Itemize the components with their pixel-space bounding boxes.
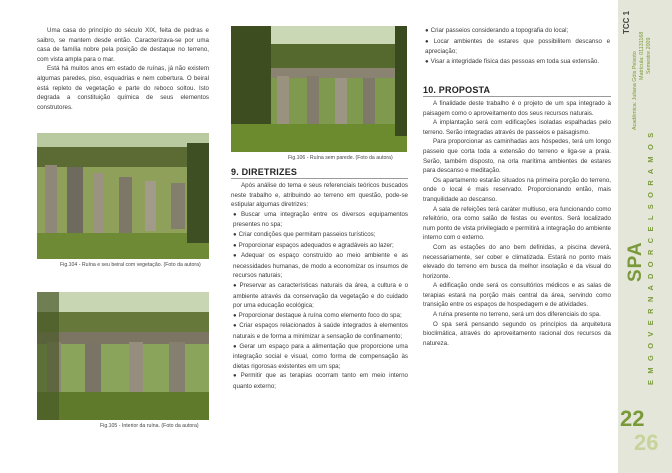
photo-ruin-eaves (37, 133, 209, 259)
bullet-item: ● Locar ambientes de estares que possibilitem descanso e apreciação; (425, 37, 611, 56)
bullet-item: ● Visar a integridade física das pessoas em toda sua extensão. (425, 57, 600, 65)
proposta-paragraph: A implantação será com edificações isoladas espalhadas pelo terreno. Serão integradas através de passeios e paisagismo. (423, 119, 611, 136)
bullet-item: ● Criar condições que permitam passeios turísticos; (233, 230, 376, 238)
proposta-paragraph: A edificação onde será os consultórios médicos e as salas de terapias estará na porção mais central da área, servindo como transição entre os espaços de hospedagem e de atividades. (423, 282, 611, 309)
academic-name: Acadêmica: Juliana Góis Peixoto (632, 51, 638, 130)
heading-proposta: 10. PROPOSTA (423, 85, 491, 95)
bullet-item: ● Buscar uma integração entre os diversos equipamentos presentes no spa; (233, 210, 409, 229)
bullet-item: ● Proporcionar destaque à ruína como elemento foco do spa; (233, 311, 402, 319)
location-title: E M G O V E R N A D O R C E L S O R A M O S (646, 130, 655, 385)
proposta-paragraph: O spa será pensando segundo os princípios da arquitetura bioclimática, através do aproveitamento racional dos recursos da natureza. (423, 320, 611, 347)
spa-title: SPA (625, 241, 646, 282)
diretrizes-intro: Após análise do tema e seus referenciais teóricos buscados neste trabalho e, atribuindo ao terreno em questão, pode-se estipular algumas diretrizes: (231, 182, 408, 209)
caption-fig106: Fig.106 - Ruína sem parede. (Foto da autora) (288, 155, 393, 161)
proposta-paragraph: A ruína presente no terreno, será um dos diferenciais do spa. (433, 311, 601, 319)
proposta-paragraph: Com as estações do ano bem definidas, a piscina deverá, necessariamente, ser cober e climatizada. Estará no ponto mais elevado do terreno em busca da melhor insolação e da visual do horizonte. (423, 243, 611, 280)
photo-ruin-interior (37, 292, 209, 420)
heading-rule (231, 178, 408, 179)
bullet-item: ● Proporcionar espaços adequados e agradáveis ao lazer; (233, 241, 394, 249)
proposta-paragraph: Os apartamento estarão situados na primeira porção do terreno, onde o local é mais reservado. Proporcionando então, mais tranquilidade ao descanso. (423, 176, 611, 203)
bullet-item: ● Permitir que as terapias ocorram tanto em meio interno quanto externo; (233, 372, 408, 390)
col1-text (37, 26, 209, 112)
bullet-item: ● Preservar as características naturais da área, a cultura e o ambiente através da conservação da vegetação e do cuidado por uma educação ecológica; (233, 281, 409, 310)
tcc-label: TCC 1 (622, 10, 631, 34)
heading-rule (423, 96, 611, 97)
col1-paragraph: Está há muitos anos em estado de ruínas, já não existem algumas paredes, piso, esquadrias e nem cobertura. O beiral está repleto de vegetação e parte do reboco soltou. Isto degrada a constituição química de seus elementos construtores. (37, 65, 209, 111)
sidebar (618, 0, 672, 473)
bullet-item: ● Gerar um espaço para a alimentação que proporcione uma integração social e visual, como forma de compensação às dietas rigorosas existentes em um spa; (233, 342, 408, 370)
col2-text (231, 181, 408, 391)
bullet-item: ● Adequar os espaço construído ao meio ambiente e as necessidades humanas, de modo a economizar os insumos de recursos naturais; (233, 252, 409, 280)
heading-diretrizes: 9. DIRETRIZES (231, 167, 298, 177)
total-pages: 26 (634, 430, 659, 455)
proposta-paragraph: A finalidade deste trabalho é o projeto de um spa integrado à paisagem como o aproveitamento dos seus recursos naturais. (423, 100, 611, 117)
bullet-item: ● Criar espaços relacionados à saúde integrados à elementos naturais e de forma a minimizar a sensação de confinamento; (233, 322, 408, 340)
caption-fig104: Fig.104 - Ruína e seu beiral com vegetação. (Foto da autora) (60, 262, 201, 268)
col3-text (423, 99, 611, 348)
col3-bullets (423, 26, 610, 67)
proposta-paragraph: Para proporcionar as caminhadas aos hóspedes, terá um longo passeio que corta toda a extensão do terreno e liga-se a praia. Serão, também disposto, na orla marítima ambientes de estares para descanso e meditação. (423, 138, 611, 175)
semestre: Semestre 2009 (646, 37, 652, 74)
matricula: Matrícula: 01131168 (639, 31, 645, 80)
page-number: 22 (620, 406, 645, 431)
caption-fig105: Fig.105 - Interior da ruína. (Foto da autora) (100, 423, 199, 429)
bullet-item: ● Criar passeios considerando a topografia do local; (425, 27, 569, 34)
proposta-paragraph: A sala de refeições terá caráter multiuso, era funcionando como refeitório, ora como salão de festas ou eventos. Será localizado num ponto de vista privilegiado e permitirá a integração do ambiente interno com o externo. (423, 205, 611, 242)
photo-ruin-no-wall (231, 26, 407, 152)
col1-paragraph: Uma casa do princípio do século XIX, feita de pedras e saibro, se mantem desde então. Caracterizava-se por uma casa de família nobre pela posição de destaque no terreno, com vista ampla para o mar. (37, 27, 209, 63)
